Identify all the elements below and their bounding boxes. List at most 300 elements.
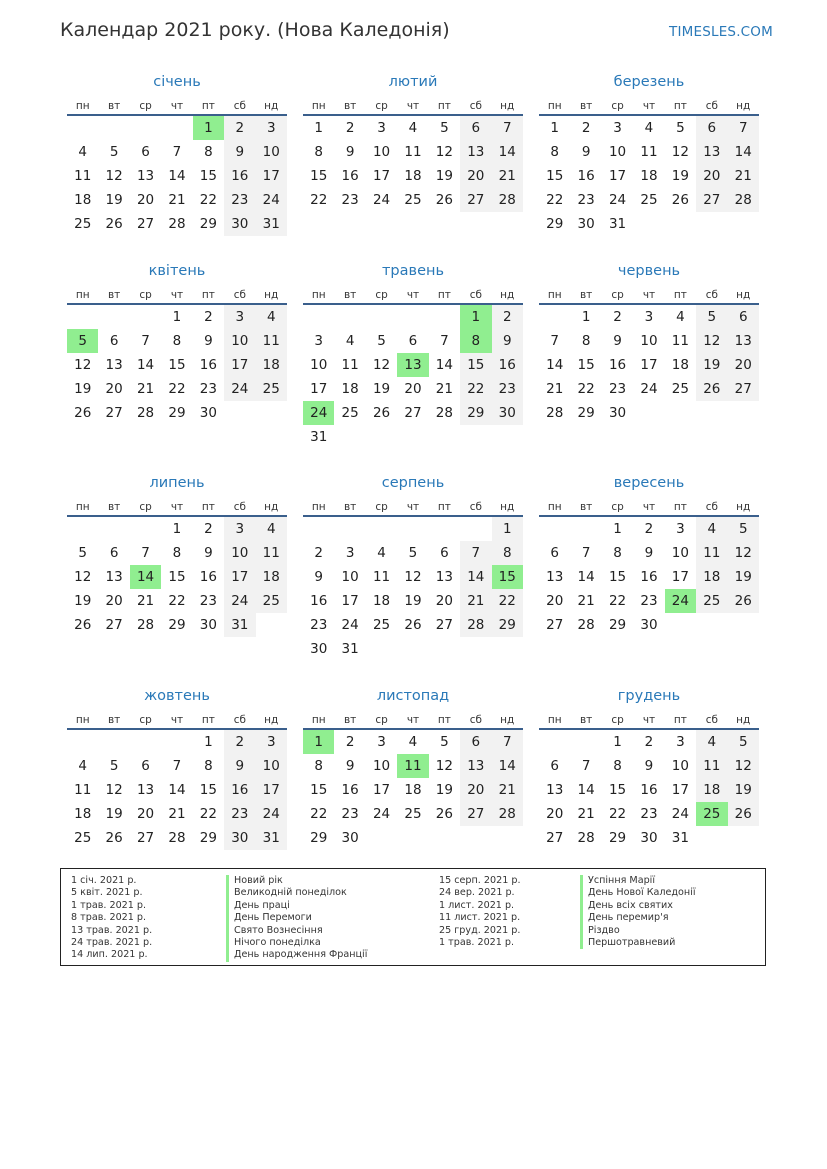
day-cell: 18 xyxy=(256,353,287,377)
week-row xyxy=(67,613,287,637)
day-cell: 31 xyxy=(608,216,627,232)
day-cell: 21 xyxy=(168,192,186,208)
weekday-label: чт xyxy=(642,100,656,112)
day-cell: 12 xyxy=(372,357,391,373)
weekday-label: сб xyxy=(469,289,482,301)
weekday-header xyxy=(303,493,523,517)
day-cell: 2 xyxy=(644,521,654,537)
month-name: вересень xyxy=(613,475,685,491)
weekday-label: нд xyxy=(500,714,515,726)
day-cell: 13 xyxy=(728,329,759,353)
weekday-label: пн xyxy=(547,501,562,513)
day-cell: 2 xyxy=(345,734,355,750)
day-cell: 13 xyxy=(105,569,123,585)
day-cell: 10 xyxy=(372,144,391,160)
week-row xyxy=(539,730,759,754)
weekday-label: пт xyxy=(673,100,687,112)
day-cell: 1 xyxy=(204,734,213,750)
day-cell: 18 xyxy=(404,782,422,798)
legend-right-names xyxy=(580,875,696,949)
empty-day-cell xyxy=(728,401,759,425)
weekday-label: пт xyxy=(201,289,215,301)
day-cell: 18 xyxy=(74,806,92,822)
day-cell: 4 xyxy=(377,545,386,561)
holiday-day-cell: 24 xyxy=(665,589,696,613)
day-cell: 19 xyxy=(105,192,123,208)
day-cell: 22 xyxy=(168,381,186,397)
week-row xyxy=(539,613,759,637)
weekday-label: нд xyxy=(264,289,279,301)
day-cell: 24 xyxy=(341,617,359,633)
day-cell: 13 xyxy=(136,168,155,184)
week-row xyxy=(539,353,759,377)
day-cell: 16 xyxy=(608,357,627,373)
week-row xyxy=(303,329,523,353)
day-cell: 20 xyxy=(404,381,422,397)
month-7 xyxy=(67,473,287,637)
weekday-label: пт xyxy=(673,289,687,301)
empty-day-cell xyxy=(161,116,192,140)
weekday-label: сб xyxy=(705,289,718,301)
day-cell: 26 xyxy=(74,405,92,421)
holiday-name: Успіння Марії xyxy=(580,875,696,887)
weekday-label: ср xyxy=(611,100,624,112)
month-11 xyxy=(303,686,523,850)
legend-left-dates xyxy=(71,875,152,962)
empty-day-cell xyxy=(98,116,129,140)
day-cell: 1 xyxy=(613,521,622,537)
weekday-label: вт xyxy=(579,100,593,112)
day-cell: 3 xyxy=(613,120,622,136)
day-cell: 10 xyxy=(671,758,689,774)
day-cell: 15 xyxy=(168,357,186,373)
weekday-header xyxy=(539,493,759,517)
day-cell: 16 xyxy=(199,569,217,585)
day-cell: 15 xyxy=(546,168,564,184)
month-10 xyxy=(67,686,287,850)
day-cell: 22 xyxy=(546,192,564,208)
empty-day-cell xyxy=(728,212,759,236)
day-cell: 1 xyxy=(550,120,559,136)
empty-day-cell xyxy=(460,425,491,449)
day-cell: 8 xyxy=(613,545,622,561)
week-row xyxy=(67,565,287,589)
day-cell: 25 xyxy=(74,830,92,846)
day-cell: 10 xyxy=(310,357,328,373)
legend-left-names xyxy=(226,875,367,962)
day-cell: 9 xyxy=(644,758,654,774)
week-row xyxy=(67,116,287,140)
holiday-date: 1 трав. 2021 р. xyxy=(71,899,147,911)
day-cell: 17 xyxy=(310,381,328,397)
day-cell: 14 xyxy=(577,569,595,585)
day-cell: 29 xyxy=(608,830,627,846)
day-cell: 30 xyxy=(577,216,595,232)
week-row xyxy=(67,778,287,802)
site-brand-link[interactable]: TIMESLES.COM xyxy=(669,24,773,40)
day-cell: 14 xyxy=(168,168,186,184)
weekday-label: нд xyxy=(500,289,515,301)
month-name: березень xyxy=(613,74,685,90)
day-cell: 21 xyxy=(728,164,759,188)
holiday-date: 24 трав. 2021 р. xyxy=(71,936,153,948)
day-cell: 8 xyxy=(314,144,323,160)
weekday-label: чт xyxy=(406,501,420,513)
weekday-label: пт xyxy=(437,100,451,112)
holiday-name: Нічого понеділка xyxy=(226,937,367,949)
day-cell: 14 xyxy=(492,754,523,778)
day-cell: 20 xyxy=(460,778,491,802)
weekday-label: нд xyxy=(264,100,279,112)
day-cell: 2 xyxy=(492,305,523,329)
holiday-date: 25 груд. 2021 р. xyxy=(439,924,521,936)
day-cell: 3 xyxy=(345,545,355,561)
day-cell: 5 xyxy=(377,333,386,349)
week-row xyxy=(303,116,523,140)
holiday-day-cell: 15 xyxy=(492,565,523,589)
day-cell: 13 xyxy=(696,140,727,164)
day-cell: 28 xyxy=(168,216,186,232)
holiday-name: День перемир'я xyxy=(580,912,696,924)
day-cell: 26 xyxy=(435,806,453,822)
day-cell: 1 xyxy=(613,734,622,750)
holiday-name: Свято Вознесіння xyxy=(226,925,367,937)
empty-day-cell xyxy=(161,730,192,754)
empty-day-cell xyxy=(67,305,98,329)
day-cell: 11 xyxy=(74,782,92,798)
day-cell: 4 xyxy=(676,309,685,325)
day-cell: 2 xyxy=(224,116,255,140)
weekday-label: ср xyxy=(139,289,152,301)
day-cell: 15 xyxy=(460,353,491,377)
day-cell: 27 xyxy=(136,216,155,232)
day-cell: 29 xyxy=(577,405,595,421)
empty-day-cell xyxy=(429,425,460,449)
weekday-label: ср xyxy=(139,100,152,112)
day-cell: 2 xyxy=(613,309,622,325)
day-cell: 4 xyxy=(696,517,727,541)
weekday-label: пт xyxy=(201,501,215,513)
day-cell: 4 xyxy=(408,734,418,750)
day-cell: 7 xyxy=(550,333,559,349)
day-cell: 6 xyxy=(109,333,119,349)
day-cell: 3 xyxy=(377,734,386,750)
week-row xyxy=(303,305,523,329)
day-cell: 29 xyxy=(460,401,491,425)
day-cell: 6 xyxy=(141,758,150,774)
day-cell: 31 xyxy=(256,826,287,850)
day-cell: 23 xyxy=(310,617,328,633)
day-cell: 20 xyxy=(696,164,727,188)
day-cell: 9 xyxy=(492,329,523,353)
holiday-name: Першотравневий xyxy=(580,937,696,949)
day-cell: 7 xyxy=(440,333,449,349)
weekday-label: пн xyxy=(311,100,326,112)
holiday-date: 8 трав. 2021 р. xyxy=(71,912,147,924)
week-row xyxy=(539,778,759,802)
empty-day-cell xyxy=(303,517,334,541)
weekday-label: нд xyxy=(736,289,751,301)
weekday-label: вт xyxy=(107,100,121,112)
day-cell: 7 xyxy=(141,333,150,349)
weekday-header xyxy=(539,92,759,116)
day-cell: 7 xyxy=(581,758,591,774)
week-row xyxy=(539,589,759,613)
holiday-day-cell: 1 xyxy=(303,730,334,754)
day-cell: 7 xyxy=(172,144,182,160)
empty-day-cell xyxy=(67,116,98,140)
week-row xyxy=(303,164,523,188)
weekday-label: сб xyxy=(233,714,246,726)
day-cell: 4 xyxy=(78,758,87,774)
holiday-date: 24 вер. 2021 р. xyxy=(439,887,515,899)
month-name: травень xyxy=(381,263,445,279)
day-cell: 22 xyxy=(168,593,186,609)
day-cell: 21 xyxy=(546,381,564,397)
day-cell: 20 xyxy=(728,353,759,377)
day-cell: 15 xyxy=(168,569,186,585)
weekday-label: пт xyxy=(437,714,451,726)
day-cell: 29 xyxy=(492,613,523,637)
day-cell: 15 xyxy=(608,782,627,798)
day-cell: 23 xyxy=(199,593,217,609)
day-cell: 6 xyxy=(460,730,491,754)
week-row xyxy=(67,517,287,541)
day-cell: 28 xyxy=(136,405,155,421)
day-cell: 24 xyxy=(640,381,658,397)
week-row xyxy=(539,164,759,188)
day-cell: 10 xyxy=(256,140,287,164)
day-cell: 27 xyxy=(460,802,491,826)
day-cell: 6 xyxy=(141,144,150,160)
weekday-label: чт xyxy=(406,714,420,726)
day-cell: 18 xyxy=(696,565,727,589)
week-row xyxy=(67,353,287,377)
day-cell: 9 xyxy=(644,545,654,561)
weekday-label: ср xyxy=(375,501,388,513)
day-cell: 22 xyxy=(577,381,595,397)
day-cell: 18 xyxy=(256,565,287,589)
day-cell: 8 xyxy=(172,333,182,349)
empty-day-cell xyxy=(98,517,129,541)
day-cell: 4 xyxy=(644,120,654,136)
day-cell: 29 xyxy=(168,405,186,421)
weekday-label: пт xyxy=(437,501,451,513)
day-cell: 3 xyxy=(377,120,386,136)
day-cell: 19 xyxy=(696,353,727,377)
day-cell: 5 xyxy=(440,120,449,136)
weekday-label: ср xyxy=(611,289,624,301)
day-cell: 21 xyxy=(492,164,523,188)
empty-day-cell xyxy=(130,730,161,754)
day-cell: 17 xyxy=(372,782,391,798)
holiday-name: День Нової Каледонії xyxy=(580,887,696,899)
month-5 xyxy=(303,261,523,449)
month-3 xyxy=(539,72,759,236)
empty-day-cell xyxy=(224,401,255,425)
weekday-label: сб xyxy=(705,501,718,513)
day-cell: 25 xyxy=(341,405,359,421)
day-cell: 18 xyxy=(640,168,658,184)
weekday-header xyxy=(303,92,523,116)
day-cell: 2 xyxy=(204,521,213,537)
weekday-label: сб xyxy=(469,100,482,112)
day-cell: 10 xyxy=(256,754,287,778)
empty-day-cell xyxy=(366,517,397,541)
day-cell: 13 xyxy=(435,569,453,585)
day-cell: 23 xyxy=(224,188,255,212)
day-cell: 22 xyxy=(460,377,491,401)
day-cell: 7 xyxy=(492,730,523,754)
weekday-label: нд xyxy=(264,714,279,726)
empty-day-cell xyxy=(429,637,460,661)
weekday-label: нд xyxy=(264,501,279,513)
day-cell: 10 xyxy=(341,569,359,585)
holiday-name: День всіх святих xyxy=(580,900,696,912)
day-cell: 19 xyxy=(728,778,759,802)
day-cell: 23 xyxy=(224,802,255,826)
day-cell: 13 xyxy=(546,569,564,585)
day-cell: 14 xyxy=(136,357,155,373)
day-cell: 26 xyxy=(435,192,453,208)
day-cell: 25 xyxy=(256,377,287,401)
weekday-label: сб xyxy=(233,501,246,513)
empty-day-cell xyxy=(334,425,365,449)
week-row xyxy=(539,212,759,236)
day-cell: 31 xyxy=(671,830,689,846)
day-cell: 13 xyxy=(460,754,491,778)
week-row xyxy=(303,377,523,401)
empty-day-cell xyxy=(397,425,428,449)
day-cell: 16 xyxy=(640,782,658,798)
holiday-day-cell: 1 xyxy=(460,305,491,329)
week-row xyxy=(539,517,759,541)
day-cell: 19 xyxy=(105,806,123,822)
weekday-label: пн xyxy=(547,714,562,726)
day-cell: 11 xyxy=(404,144,422,160)
day-cell: 27 xyxy=(404,405,422,421)
day-cell: 3 xyxy=(314,333,323,349)
day-cell: 6 xyxy=(408,333,418,349)
day-cell: 10 xyxy=(224,329,255,353)
day-cell: 28 xyxy=(136,617,155,633)
holiday-name: День Перемоги xyxy=(226,912,367,924)
day-cell: 5 xyxy=(109,144,119,160)
week-row xyxy=(303,140,523,164)
day-cell: 20 xyxy=(105,593,123,609)
weekday-label: пн xyxy=(75,289,90,301)
empty-day-cell xyxy=(98,730,129,754)
day-cell: 9 xyxy=(204,545,213,561)
week-row xyxy=(539,754,759,778)
day-cell: 29 xyxy=(310,830,328,846)
day-cell: 2 xyxy=(581,120,591,136)
day-cell: 16 xyxy=(577,168,595,184)
day-cell: 2 xyxy=(224,730,255,754)
day-cell: 26 xyxy=(105,830,123,846)
day-cell: 25 xyxy=(74,216,92,232)
holiday-legend xyxy=(60,868,766,966)
day-cell: 28 xyxy=(168,830,186,846)
week-row xyxy=(303,802,523,826)
day-cell: 5 xyxy=(78,545,87,561)
day-cell: 17 xyxy=(256,164,287,188)
day-cell: 6 xyxy=(728,305,759,329)
day-cell: 28 xyxy=(460,613,491,637)
day-cell: 29 xyxy=(546,216,564,232)
week-row xyxy=(67,164,287,188)
day-cell: 16 xyxy=(224,164,255,188)
day-cell: 29 xyxy=(168,617,186,633)
weekday-label: вт xyxy=(579,289,593,301)
holiday-day-cell: 11 xyxy=(397,754,428,778)
day-cell: 18 xyxy=(671,357,689,373)
day-cell: 10 xyxy=(224,541,255,565)
empty-day-cell xyxy=(460,637,491,661)
day-cell: 27 xyxy=(435,617,453,633)
week-row xyxy=(303,778,523,802)
holiday-date: 11 лист. 2021 р. xyxy=(439,912,521,924)
day-cell: 17 xyxy=(224,353,255,377)
day-cell: 25 xyxy=(671,381,689,397)
day-cell: 1 xyxy=(581,309,591,325)
day-cell: 17 xyxy=(256,778,287,802)
day-cell: 12 xyxy=(74,569,92,585)
day-cell: 5 xyxy=(728,517,759,541)
day-cell: 19 xyxy=(74,381,92,397)
day-cell: 23 xyxy=(341,806,359,822)
holiday-day-cell: 24 xyxy=(303,401,334,425)
day-cell: 7 xyxy=(460,541,491,565)
day-cell: 20 xyxy=(460,164,491,188)
day-cell: 12 xyxy=(74,357,92,373)
day-cell: 24 xyxy=(372,192,391,208)
day-cell: 3 xyxy=(224,517,255,541)
day-cell: 4 xyxy=(256,517,287,541)
day-cell: 27 xyxy=(546,830,564,846)
day-cell: 30 xyxy=(224,826,255,850)
week-row xyxy=(539,401,759,425)
weekday-label: чт xyxy=(170,714,184,726)
empty-day-cell xyxy=(570,517,601,541)
weekday-label: пт xyxy=(201,100,215,112)
month-name: червень xyxy=(617,263,681,279)
day-cell: 20 xyxy=(105,381,123,397)
weekday-label: сб xyxy=(233,289,246,301)
day-cell: 5 xyxy=(728,730,759,754)
week-row xyxy=(303,565,523,589)
week-row xyxy=(539,802,759,826)
month-12 xyxy=(539,686,759,850)
empty-day-cell xyxy=(665,613,696,637)
day-cell: 8 xyxy=(314,758,323,774)
day-cell: 5 xyxy=(676,120,685,136)
week-row xyxy=(67,754,287,778)
day-cell: 22 xyxy=(608,806,627,822)
day-cell: 24 xyxy=(256,188,287,212)
day-cell: 6 xyxy=(696,116,727,140)
week-row xyxy=(67,589,287,613)
day-cell: 26 xyxy=(728,802,759,826)
day-cell: 15 xyxy=(310,782,328,798)
day-cell: 22 xyxy=(199,806,217,822)
day-cell: 13 xyxy=(460,140,491,164)
day-cell: 28 xyxy=(435,405,453,421)
day-cell: 3 xyxy=(224,305,255,329)
day-cell: 2 xyxy=(345,120,355,136)
day-cell: 21 xyxy=(577,806,595,822)
day-cell: 25 xyxy=(640,192,658,208)
